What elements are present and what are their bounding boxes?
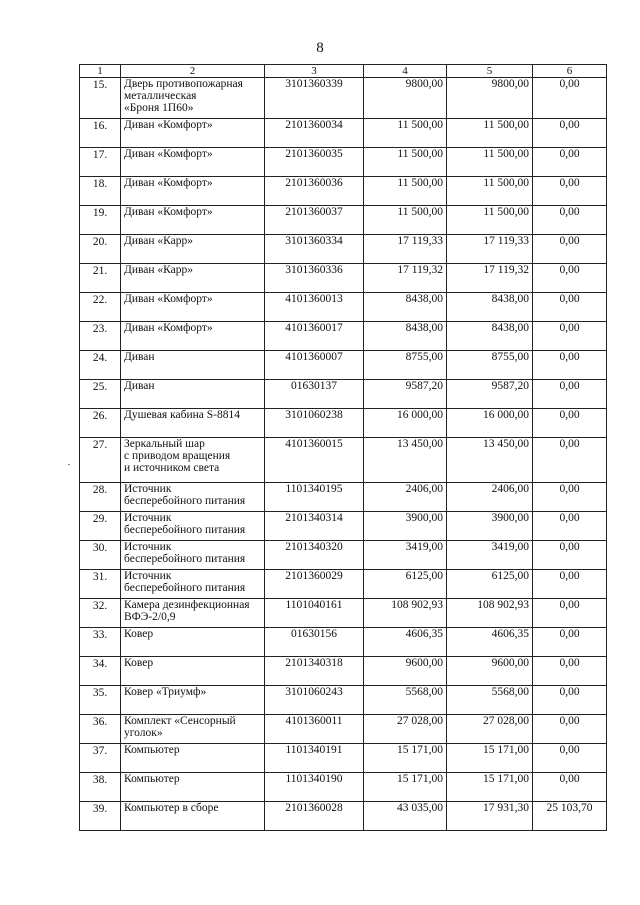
row-number: 34. <box>80 657 121 686</box>
value-col4: 4606,35 <box>364 628 447 657</box>
inventory-code: 2101360037 <box>265 206 364 235</box>
value-col6: 0,00 <box>533 293 607 322</box>
table-row <box>80 686 607 715</box>
value-col6: 0,00 <box>533 773 607 802</box>
inventory-code: 1101040161 <box>265 599 364 628</box>
value-col5: 3900,00 <box>447 512 533 541</box>
table-row <box>80 351 607 380</box>
item-name: Источник бесперебойного питания <box>121 541 265 570</box>
inventory-code: 2101360034 <box>265 119 364 148</box>
value-col4: 11 500,00 <box>364 119 447 148</box>
value-col4: 11 500,00 <box>364 148 447 177</box>
inventory-code: 3101360334 <box>265 235 364 264</box>
row-number: 30. <box>80 541 121 570</box>
item-name: Компьютер <box>121 744 265 773</box>
value-col5: 5568,00 <box>447 686 533 715</box>
item-name: Душевая кабина S-8814 <box>121 409 265 438</box>
item-name: Диван <box>121 380 265 409</box>
table-row <box>80 264 607 293</box>
value-col4: 8755,00 <box>364 351 447 380</box>
table-row <box>80 599 607 628</box>
table-row <box>80 483 607 512</box>
table-row <box>80 119 607 148</box>
table-row <box>80 235 607 264</box>
row-number: 31. <box>80 570 121 599</box>
value-col5: 17 119,32 <box>447 264 533 293</box>
inventory-code: 2101340320 <box>265 541 364 570</box>
inventory-table <box>79 64 607 831</box>
row-number: 16. <box>80 119 121 148</box>
value-col4: 3419,00 <box>364 541 447 570</box>
value-col6: 0,00 <box>533 599 607 628</box>
item-name: Диван «Карр» <box>121 235 265 264</box>
value-col4: 17 119,33 <box>364 235 447 264</box>
item-name: Диван «Комфорт» <box>121 293 265 322</box>
value-col4: 15 171,00 <box>364 773 447 802</box>
value-col5: 11 500,00 <box>447 177 533 206</box>
table-row <box>80 628 607 657</box>
value-col4: 11 500,00 <box>364 206 447 235</box>
value-col5: 2406,00 <box>447 483 533 512</box>
value-col5: 3419,00 <box>447 541 533 570</box>
item-name: Диван «Карр» <box>121 264 265 293</box>
value-col6: 0,00 <box>533 148 607 177</box>
table-row <box>80 802 607 831</box>
row-number: 17. <box>80 148 121 177</box>
table-row <box>80 148 607 177</box>
row-number: 33. <box>80 628 121 657</box>
value-col4: 6125,00 <box>364 570 447 599</box>
row-number: 23. <box>80 322 121 351</box>
inventory-code: 1101340195 <box>265 483 364 512</box>
value-col4: 15 171,00 <box>364 744 447 773</box>
value-col4: 9600,00 <box>364 657 447 686</box>
row-number: 32. <box>80 599 121 628</box>
value-col5: 15 171,00 <box>447 744 533 773</box>
value-col6: 0,00 <box>533 235 607 264</box>
row-number: 20. <box>80 235 121 264</box>
value-col5: 8438,00 <box>447 293 533 322</box>
header-cell: 2 <box>121 65 265 78</box>
row-number: 19. <box>80 206 121 235</box>
table-row <box>80 380 607 409</box>
row-number: 26. <box>80 409 121 438</box>
item-name: Диван «Комфорт» <box>121 177 265 206</box>
value-col4: 27 028,00 <box>364 715 447 744</box>
value-col5: 4606,35 <box>447 628 533 657</box>
value-col6: 0,00 <box>533 483 607 512</box>
value-col6: 25 103,70 <box>533 802 607 831</box>
value-col5: 16 000,00 <box>447 409 533 438</box>
value-col5: 15 171,00 <box>447 773 533 802</box>
inventory-code: 2101340314 <box>265 512 364 541</box>
header-row <box>80 65 607 78</box>
value-col4: 108 902,93 <box>364 599 447 628</box>
inventory-code: 3101360336 <box>265 264 364 293</box>
row-number: 28. <box>80 483 121 512</box>
row-number: 27. <box>80 438 121 483</box>
table-row <box>80 409 607 438</box>
value-col5: 17 119,33 <box>447 235 533 264</box>
inventory-code: 1101340190 <box>265 773 364 802</box>
value-col6: 0,00 <box>533 78 607 119</box>
table-row <box>80 177 607 206</box>
value-col6: 0,00 <box>533 322 607 351</box>
value-col6: 0,00 <box>533 177 607 206</box>
row-number: 24. <box>80 351 121 380</box>
item-name: Диван «Комфорт» <box>121 119 265 148</box>
item-name: Компьютер в сборе <box>121 802 265 831</box>
row-number: 21. <box>80 264 121 293</box>
row-number: 22. <box>80 293 121 322</box>
row-number: 29. <box>80 512 121 541</box>
inventory-code: 2101360029 <box>265 570 364 599</box>
value-col6: 0,00 <box>533 744 607 773</box>
table-row <box>80 206 607 235</box>
table-row <box>80 438 607 483</box>
value-col5: 11 500,00 <box>447 206 533 235</box>
table-row <box>80 715 607 744</box>
table-row <box>80 570 607 599</box>
header-cell: 6 <box>533 65 607 78</box>
value-col5: 11 500,00 <box>447 119 533 148</box>
item-name: Диван «Комфорт» <box>121 322 265 351</box>
item-name: Дверь противопожарная металлическая «Броня 1П60» <box>121 78 265 119</box>
table-row <box>80 322 607 351</box>
row-number: 25. <box>80 380 121 409</box>
header-cell: 3 <box>265 65 364 78</box>
inventory-code: 4101360013 <box>265 293 364 322</box>
item-name: Диван <box>121 351 265 380</box>
item-name: Ковер <box>121 657 265 686</box>
table-row <box>80 512 607 541</box>
inventory-code: 3101360339 <box>265 78 364 119</box>
value-col5: 8755,00 <box>447 351 533 380</box>
inventory-code: 2101340318 <box>265 657 364 686</box>
value-col6: 0,00 <box>533 351 607 380</box>
value-col4: 16 000,00 <box>364 409 447 438</box>
item-name: Зеркальный шар с приводом вращения и источником света <box>121 438 265 483</box>
value-col4: 11 500,00 <box>364 177 447 206</box>
table-row <box>80 293 607 322</box>
page-number: 8 <box>316 40 324 56</box>
value-col5: 27 028,00 <box>447 715 533 744</box>
scan-speck <box>68 464 70 465</box>
inventory-code: 3101060243 <box>265 686 364 715</box>
row-number: 18. <box>80 177 121 206</box>
value-col4: 17 119,32 <box>364 264 447 293</box>
inventory-code: 01630156 <box>265 628 364 657</box>
row-number: 37. <box>80 744 121 773</box>
value-col6: 0,00 <box>533 686 607 715</box>
table-row <box>80 78 607 119</box>
row-number: 38. <box>80 773 121 802</box>
value-col4: 43 035,00 <box>364 802 447 831</box>
value-col6: 0,00 <box>533 380 607 409</box>
value-col5: 108 902,93 <box>447 599 533 628</box>
row-number: 15. <box>80 78 121 119</box>
row-number: 35. <box>80 686 121 715</box>
inventory-code: 01630137 <box>265 380 364 409</box>
table-row <box>80 657 607 686</box>
inventory-code: 2101360036 <box>265 177 364 206</box>
value-col6: 0,00 <box>533 541 607 570</box>
item-name: Источник бесперебойного питания <box>121 512 265 541</box>
item-name: Камера дезинфекционная ВФЭ-2/0,9 <box>121 599 265 628</box>
value-col5: 9800,00 <box>447 78 533 119</box>
value-col4: 8438,00 <box>364 322 447 351</box>
item-name: Ковер «Триумф» <box>121 686 265 715</box>
value-col5: 6125,00 <box>447 570 533 599</box>
item-name: Источник бесперебойного питания <box>121 483 265 512</box>
item-name: Диван «Комфорт» <box>121 206 265 235</box>
value-col4: 8438,00 <box>364 293 447 322</box>
value-col5: 8438,00 <box>447 322 533 351</box>
value-col4: 9800,00 <box>364 78 447 119</box>
value-col6: 0,00 <box>533 570 607 599</box>
table-row <box>80 773 607 802</box>
value-col4: 2406,00 <box>364 483 447 512</box>
value-col6: 0,00 <box>533 512 607 541</box>
value-col6: 0,00 <box>533 438 607 483</box>
value-col6: 0,00 <box>533 264 607 293</box>
value-col5: 9587,20 <box>447 380 533 409</box>
inventory-code: 4101360011 <box>265 715 364 744</box>
value-col4: 3900,00 <box>364 512 447 541</box>
value-col6: 0,00 <box>533 409 607 438</box>
header-cell: 4 <box>364 65 447 78</box>
inventory-code: 1101340191 <box>265 744 364 773</box>
value-col4: 9587,20 <box>364 380 447 409</box>
item-name: Комплект «Сенсорный уголок» <box>121 715 265 744</box>
value-col6: 0,00 <box>533 657 607 686</box>
value-col5: 13 450,00 <box>447 438 533 483</box>
header-cell: 1 <box>80 65 121 78</box>
table-row <box>80 541 607 570</box>
value-col6: 0,00 <box>533 206 607 235</box>
item-name: Источник бесперебойного питания <box>121 570 265 599</box>
inventory-code: 2101360035 <box>265 148 364 177</box>
item-name: Ковер <box>121 628 265 657</box>
table-row <box>80 744 607 773</box>
item-name: Компьютер <box>121 773 265 802</box>
row-number: 39. <box>80 802 121 831</box>
value-col6: 0,00 <box>533 628 607 657</box>
inventory-code: 4101360007 <box>265 351 364 380</box>
value-col6: 0,00 <box>533 715 607 744</box>
value-col4: 13 450,00 <box>364 438 447 483</box>
item-name: Диван «Комфорт» <box>121 148 265 177</box>
header-cell: 5 <box>447 65 533 78</box>
value-col5: 11 500,00 <box>447 148 533 177</box>
value-col5: 9600,00 <box>447 657 533 686</box>
inventory-code: 4101360015 <box>265 438 364 483</box>
value-col6: 0,00 <box>533 119 607 148</box>
value-col5: 17 931,30 <box>447 802 533 831</box>
row-number: 36. <box>80 715 121 744</box>
inventory-code: 4101360017 <box>265 322 364 351</box>
value-col4: 5568,00 <box>364 686 447 715</box>
inventory-code: 3101060238 <box>265 409 364 438</box>
inventory-code: 2101360028 <box>265 802 364 831</box>
